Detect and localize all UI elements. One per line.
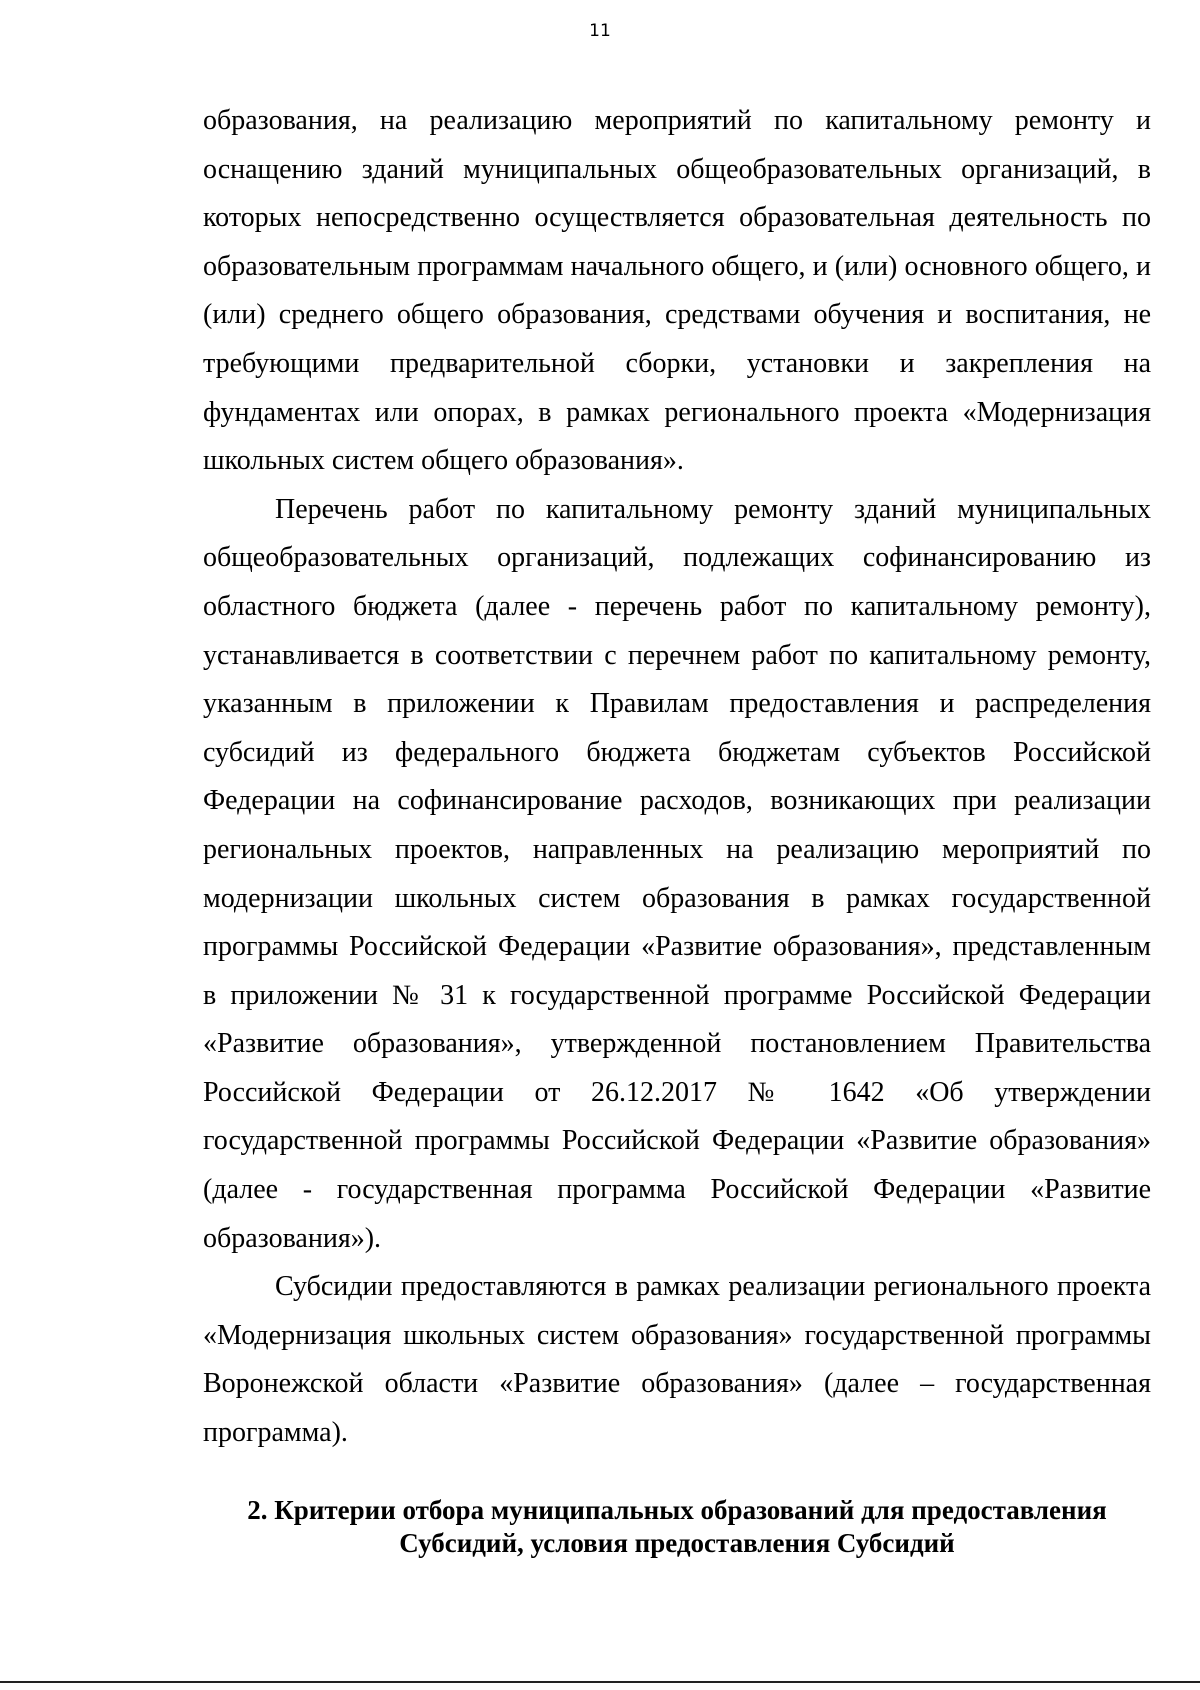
- paragraph-subsidies: Субсидии предоставляются в рамках реализации регионального проекта «Модернизация школьных систем образования» государственной программы Воронежской области «Развитие образования» (далее – государственная программа).: [203, 1271, 1151, 1449]
- paragraph-continuation: образования, на реализацию мероприятий по капитальному ремонту и оснащению зданий муниципальных общеобразовательных организаций, в которых непосредственно осуществляется образовательная деятельность по образовательным программам начального общего, и (или) основного общего, и (или) среднего общего образования, средствами обучения и воспитания, не требующими предварительной сборки, установки и закрепления на фундаментах или опорах, в рамках регионального проекта «Модернизация школьных систем общего образования».: [203, 105, 1151, 477]
- paragraph-repair-works-list: Перечень работ по капитальному ремонту зданий муниципальных общеобразовательных организаций, подлежащих софинансированию из областного бюджета (далее - перечень работ по капитальному ремонту), устанавливается в соответствии с перечнем работ по капитальному ремонту, указанным в приложении к Правилам предоставления и распределения субсидий из федерального бюджета бюджетам субъектов Российской Федерации на софинансирование расходов, возникающих при реализации региональных проектов, направленных на реализацию мероприятий по модернизации школьных систем образования в рамках государственной программы Российской Федерации «Развитие образования», представленным в приложении № 31 к государственной программе Российской Федерации «Развитие образования», утвержденной постановлением Правительства Российской Федерации от 26.12.2017 № 1642 «Об утверждении государственной программы Российской Федерации «Развитие образования» (далее - государственная программа Российской Федерации «Развитие образования»).: [203, 493, 1151, 1254]
- bottom-divider: [0, 1681, 1200, 1683]
- document-body: [203, 97, 1151, 1458]
- section-heading-line-1: 2. Критерии отбора муниципальных образований для предоставления: [247, 1495, 1107, 1525]
- section-heading-line-2: Субсидий, условия предоставления Субсидий: [399, 1528, 955, 1558]
- page-number: 11: [589, 21, 611, 41]
- section-heading: [203, 1494, 1151, 1560]
